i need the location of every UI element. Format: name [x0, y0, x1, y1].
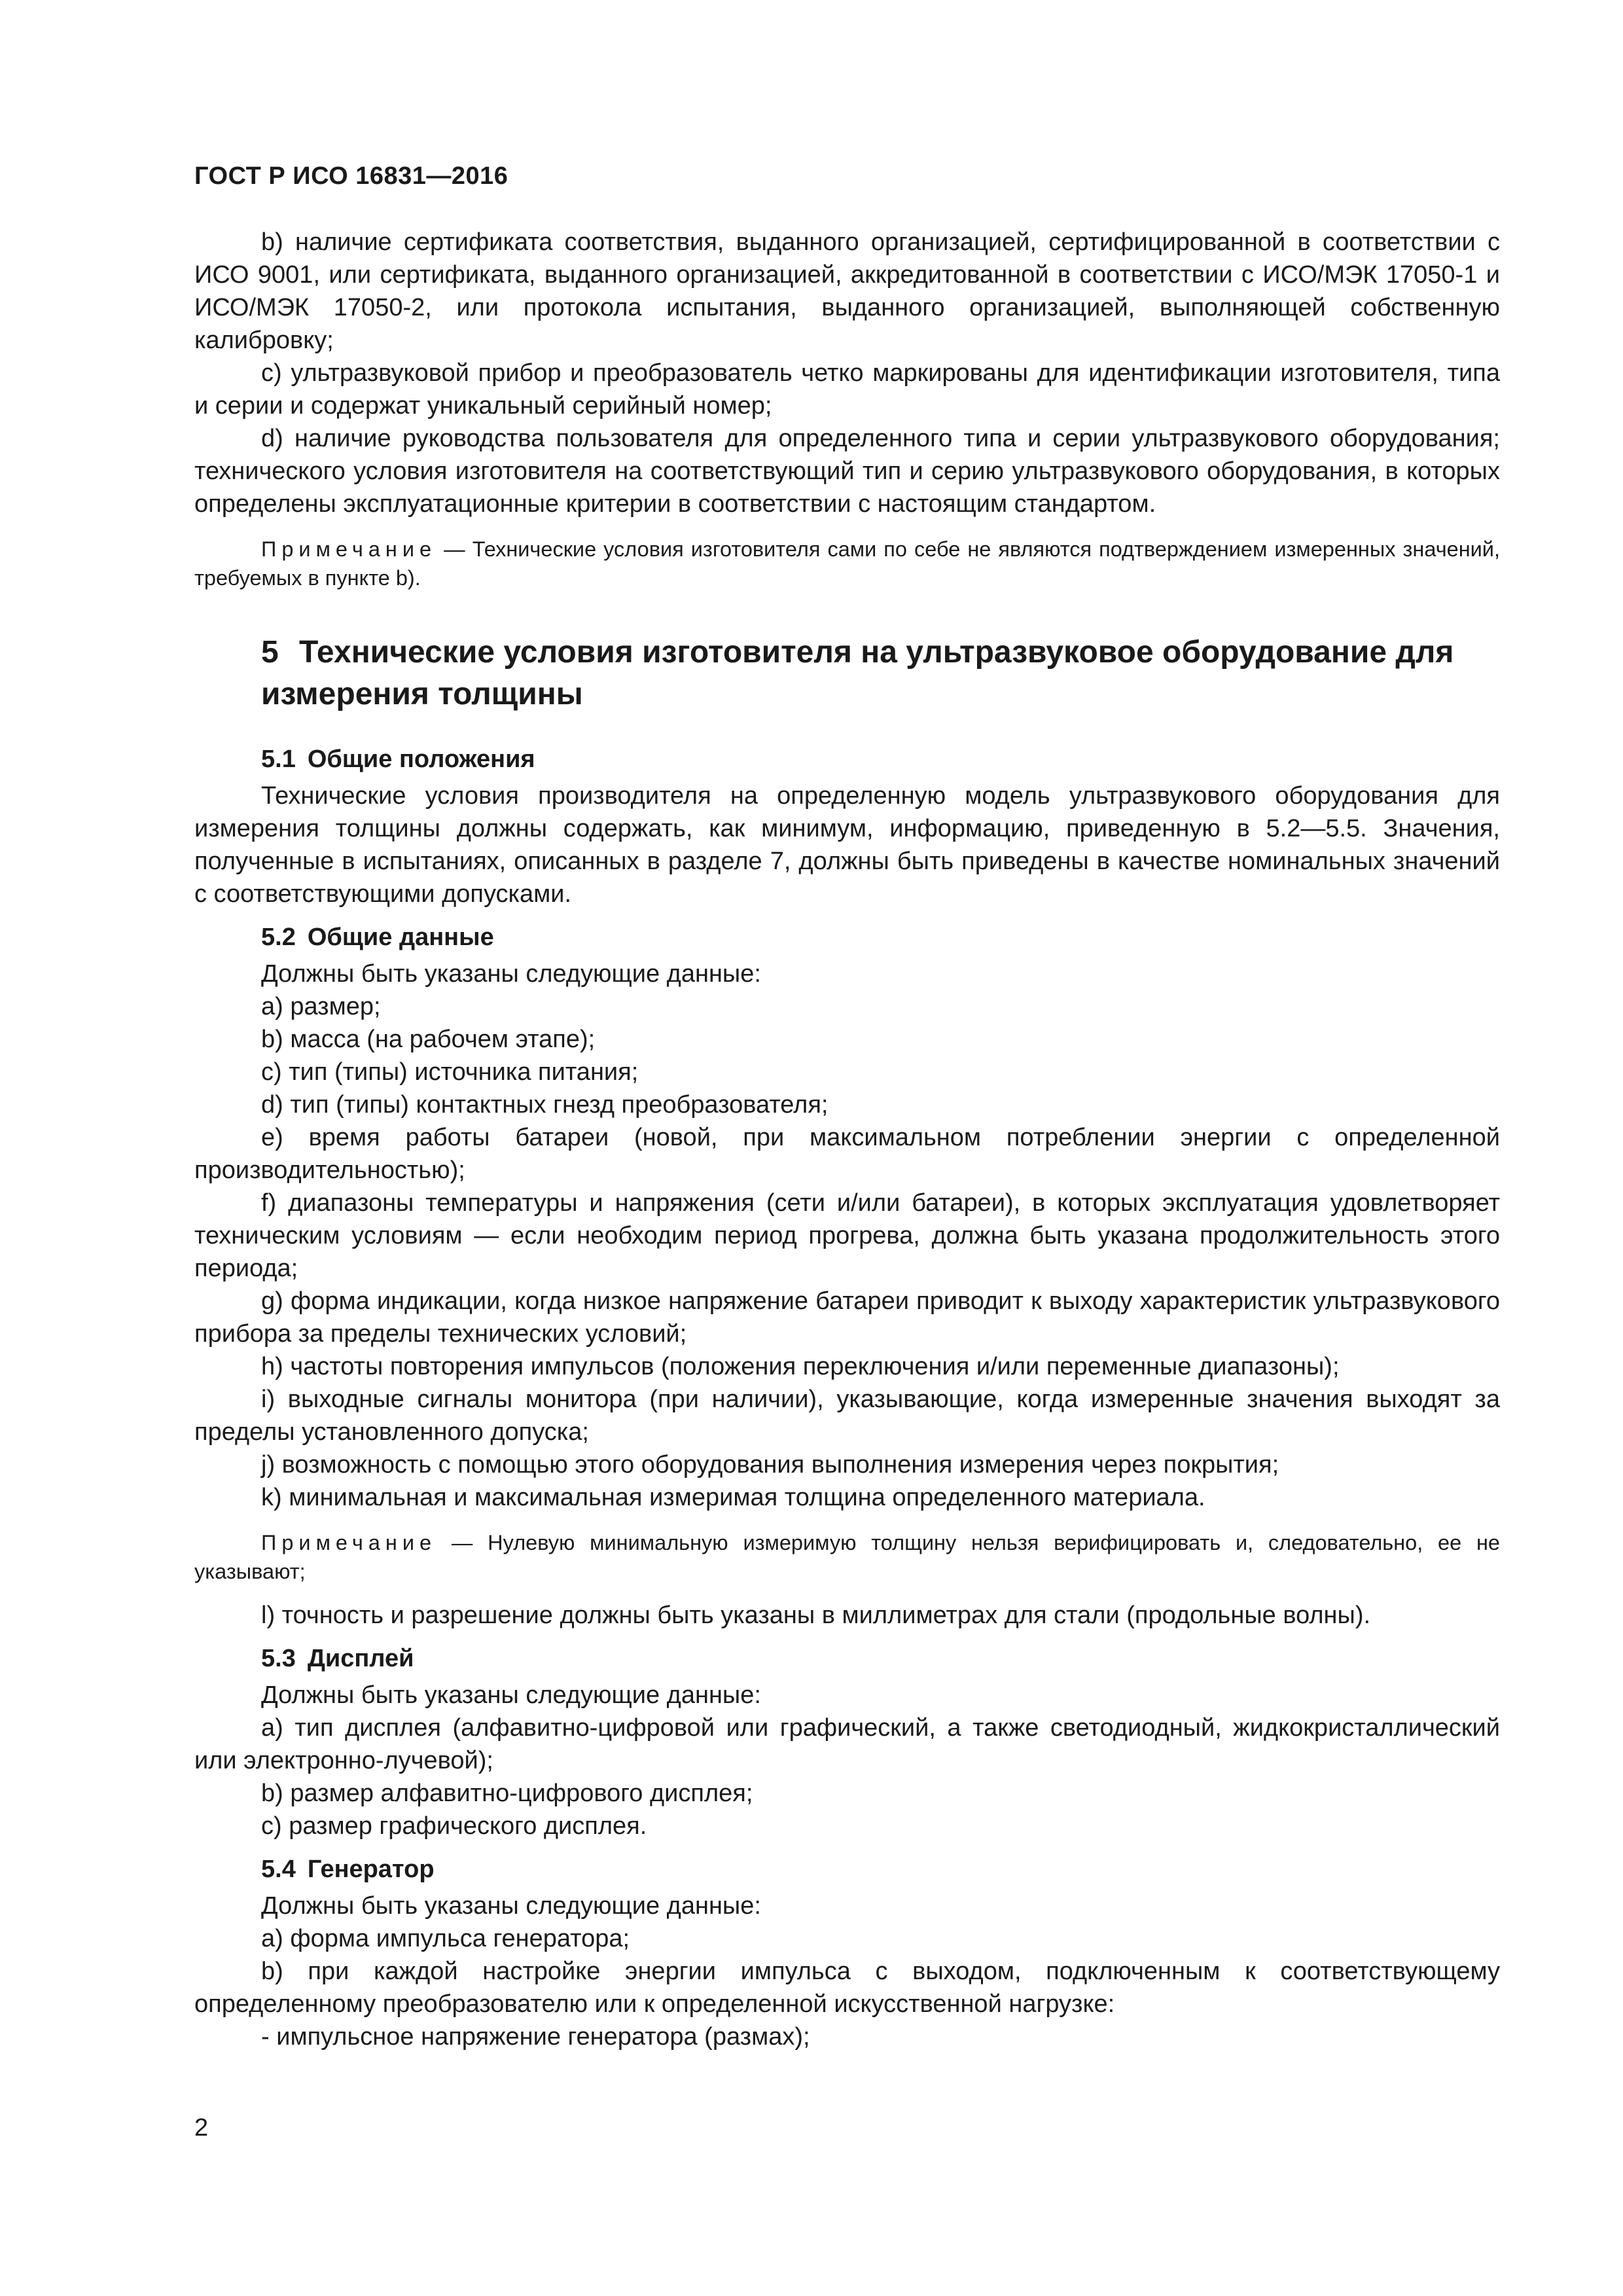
page-content: [194, 226, 1500, 2053]
list-item-g: g) форма индикации, когда низкое напряжение батареи приводит к выходу характеристик ультразвукового прибора за пределы технических условий;: [194, 1287, 1500, 1348]
list-item-b: b) масса (на рабочем этапе);: [261, 1026, 596, 1053]
paragraph-lead: Должны быть указаны следующие данные:: [261, 960, 761, 988]
list-item-d: d) тип (типы) контактных гнезд преобразователя;: [261, 1091, 829, 1119]
paragraph: Технические условия производителя на определенную модель ультразвукового оборудования для измерения толщины должны содержать, как минимум, информацию, приведенную в 5.2—5.5. Значения, полученные в испытаниях, описанных в разделе 7, должны быть приведены в качестве номинальных значений с соответствующими допусками.: [194, 782, 1500, 908]
subsection-number: 5.4: [261, 1856, 296, 1883]
subsection-title: Дисплей: [307, 1645, 414, 1672]
list-item-a: a) тип дисплея (алфавитно-цифровой или графический, а также светодиодный, жидкокристаллический или электронно-лучевой);: [194, 1714, 1500, 1774]
subsection-title: Общие данные: [307, 924, 494, 951]
subsection-heading-5-4: [194, 1853, 1500, 1886]
subsection-number: 5.1: [261, 745, 296, 773]
subsection-title: Общие положения: [307, 745, 535, 773]
note-label: Примечание: [261, 1531, 437, 1554]
subsection-title: Генератор: [307, 1856, 435, 1883]
list-item-b: b) наличие сертификата соответствия, выданного организацией, сертифицированной в соответствии с ИСО 9001, или сертификата, выданного организацией, аккредитованной в соответствии с ИСО/МЭК 17050-1 и ИСО/МЭК 17050-2, или протокола испытания, выданного организацией, выполняющей собственную калибровку;: [194, 228, 1500, 354]
note-text: — Нулевую минимальную измеримую толщину нельзя верифицировать и, следовательно, ее не указывают;: [194, 1531, 1500, 1583]
note: [194, 1528, 1500, 1586]
list-item-l: l) точность и разрешение должны быть указаны в миллиметрах для стали (продольные волны).: [261, 1602, 1371, 1629]
dash-item: - импульсное напряжение генератора (размах);: [261, 2023, 810, 2051]
section-title: Технические условия изготовителя на ультразвуковое оборудование для измерения толщины: [261, 635, 1454, 711]
list-item-b: b) размер алфавитно-цифрового дисплея;: [261, 1780, 753, 1807]
section-heading: [194, 632, 1500, 715]
list-item-d: d) наличие руководства пользователя для определенного типа и серии ультразвукового оборудования; технического условия изготовителя на соответствующий тип и серию ультразвукового оборудования, в которых определены эксплуатационные критерии в соответствии с настоящим стандартом.: [194, 425, 1500, 518]
list-item-c: c) ультразвуковой прибор и преобразователь четко маркированы для идентификации изготовителя, типа и серии и содержат уникальный серийный номер;: [194, 359, 1500, 420]
subsection-heading-5-1: [194, 743, 1500, 776]
list-item-h: h) частоты повторения импульсов (положения переключения и/или переменные диапазоны);: [261, 1353, 1340, 1380]
list-item-k: k) минимальная и максимальная измеримая толщина определенного материала.: [261, 1484, 1205, 1511]
list-item-j: j) возможность с помощью этого оборудования выполнения измерения через покрытия;: [261, 1451, 1279, 1479]
list-item-c: c) размер графического дисплея.: [261, 1812, 647, 1840]
page-number: 2: [194, 2114, 209, 2142]
list-item-b: b) при каждой настройке энергии импульса с выходом, подключенным к соответствующему определенному преобразователю или к определенной искусственной нагрузке:: [194, 1958, 1500, 2018]
list-item-f: f) диапазоны температуры и напряжения (сети и/или батареи), в которых эксплуатация удовлетворяет техническим условиям — если необходим период прогрева, должна быть указана продолжительность этого периода;: [194, 1189, 1500, 1282]
section-number: 5: [261, 635, 279, 670]
document-code-header: ГОСТ Р ИСО 16831—2016: [194, 162, 508, 190]
subsection-number: 5.3: [261, 1645, 296, 1672]
subsection-heading-5-2: [194, 921, 1500, 954]
list-item-c: c) тип (типы) источника питания;: [261, 1058, 639, 1086]
subsection-number: 5.2: [261, 924, 296, 951]
note-label: Примечание: [261, 537, 437, 561]
paragraph-lead: Должны быть указаны следующие данные:: [261, 1681, 761, 1709]
list-item-a: a) форма импульса генератора;: [261, 1925, 630, 1952]
note-text: — Технические условия изготовителя сами по себе не являются подтверждением измеренных значений, требуемых в пункте b).: [194, 537, 1500, 590]
subsection-heading-5-3: [194, 1642, 1500, 1675]
list-item-e: e) время работы батареи (новой, при максимальном потреблении энергии с определенной производительностью);: [194, 1124, 1500, 1184]
paragraph-lead: Должны быть указаны следующие данные:: [261, 1892, 761, 1920]
list-item-a: a) размер;: [261, 993, 381, 1020]
note: [194, 535, 1500, 592]
list-item-i: i) выходные сигналы монитора (при наличии), указывающие, когда измеренные значения выходят за пределы установленного допуска;: [194, 1386, 1500, 1446]
